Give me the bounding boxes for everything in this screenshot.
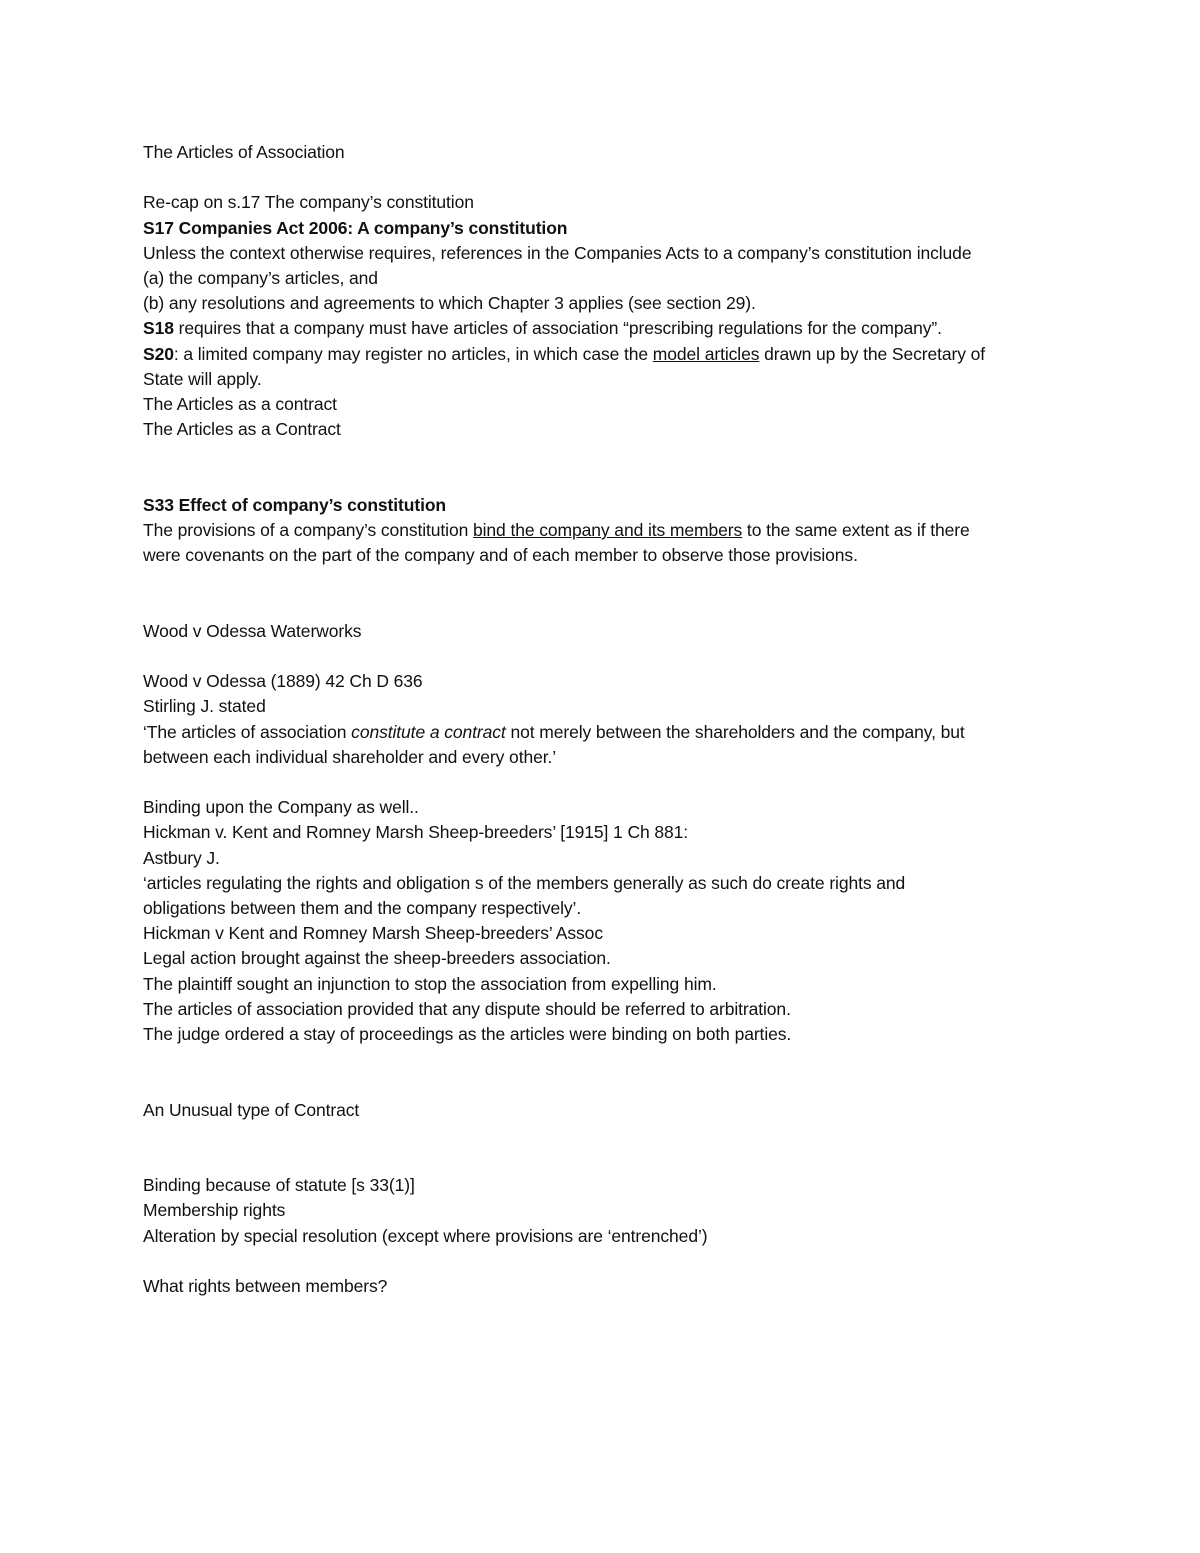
s33-text-1: The provisions of a company’s constitution — [143, 520, 473, 540]
s20-text-2: drawn up by the Secretary of — [759, 343, 986, 364]
hickman-quote-2: obligations between them and the company respectively’. — [143, 897, 582, 918]
blank-line — [143, 468, 1073, 493]
s17-body: Unless the context otherwise requires, references in the Companies Acts to a company’s constitution include — [143, 242, 972, 263]
hickman-fact-2: The plaintiff sought an injunction to stop the association from expelling him. — [143, 973, 717, 994]
s18-label: S18 — [143, 318, 174, 339]
blank-line — [143, 165, 1073, 190]
hickman-quote-1: ‘articles regulating the rights and obligation s of the members generally as such do create rights and — [143, 872, 906, 893]
wood-quote-line-2: between each individual shareholder and every other.’ — [143, 746, 557, 767]
statute-line: Binding because of statute [s 33(1)] — [143, 1175, 415, 1196]
recap-line: Re-cap on s.17 The company’s constitution — [143, 192, 474, 213]
hickman-case: Hickman v Kent and Romney Marsh Sheep-breeders’ Assoc — [143, 923, 603, 944]
blank-line — [143, 644, 1073, 669]
s20-continuation: State will apply. — [143, 368, 262, 389]
document-page — [143, 140, 1073, 1299]
s17-item-b: (b) any resolutions and agreements to which Chapter 3 applies (see section 29). — [143, 293, 756, 314]
wood-citation: Wood v Odessa (1889) 42 Ch D 636 — [143, 671, 423, 692]
blank-line — [143, 568, 1073, 593]
alteration-line: Alteration by special resolution (except where provisions are ‘entrenched’) — [143, 1225, 708, 1246]
wood-heading: Wood v Odessa Waterworks — [143, 620, 362, 641]
contract-line-1: The Articles as a contract — [143, 394, 337, 415]
blank-line — [143, 1249, 1073, 1274]
blank-line — [143, 1148, 1073, 1173]
blank-line — [143, 1123, 1073, 1148]
s33-line-2: were covenants on the part of the company and of each member to observe those provisions. — [143, 545, 858, 566]
question-line: What rights between members? — [143, 1275, 388, 1296]
s33-underline: bind the company and its members — [473, 520, 743, 540]
s20-line — [143, 342, 1073, 367]
model-articles-link: model articles — [652, 343, 760, 364]
s17-item-a: (a) the company’s articles, and — [143, 268, 378, 288]
hickman-fact-4: The judge ordered a stay of proceedings as the articles were binding on both parties. — [143, 1024, 792, 1044]
wood-quote-2: not merely between the shareholders and the company, but — [505, 721, 965, 742]
blank-line — [143, 442, 1073, 467]
s33-heading: S33 Effect of company’s constitution — [143, 494, 447, 515]
wood-quote-italic: constitute a contract — [351, 721, 506, 742]
membership-line: Membership rights — [143, 1200, 286, 1221]
hickman-citation: Hickman v. Kent and Romney Marsh Sheep-breeders’ [1915] 1 Ch 881: — [143, 822, 689, 843]
blank-line — [143, 770, 1073, 795]
document-title: The Articles of Association — [143, 142, 345, 162]
s18-text: requires that a company must have articles of association “prescribing regulations for the company”. — [173, 318, 942, 339]
s18-line — [143, 316, 1073, 341]
blank-line — [143, 1047, 1073, 1072]
hickman-fact-1: Legal action brought against the sheep-breeders association. — [143, 948, 611, 969]
contract-line-2: The Articles as a Contract — [143, 419, 341, 440]
wood-quote-1: ‘The articles of association — [143, 721, 352, 742]
hickman-judge: Astbury J. — [143, 847, 220, 868]
binding-line: Binding upon the Company as well.. — [143, 797, 419, 818]
wood-quote-line-1 — [143, 720, 1073, 745]
s17-heading: S17 Companies Act 2006: A company’s constitution — [143, 217, 568, 238]
s20-text-1: : a limited company may register no articles, in which case the — [173, 343, 653, 364]
blank-line — [143, 594, 1073, 619]
hickman-fact-3: The articles of association provided that any dispute should be referred to arbitration. — [143, 998, 791, 1019]
s20-label: S20 — [143, 343, 174, 364]
s33-line-1 — [143, 518, 1073, 543]
s33-text-2: to the same extent as if there — [742, 520, 970, 540]
wood-judge: Stirling J. stated — [143, 696, 266, 717]
blank-line — [143, 1072, 1073, 1097]
unusual-heading: An Unusual type of Contract — [143, 1099, 360, 1120]
